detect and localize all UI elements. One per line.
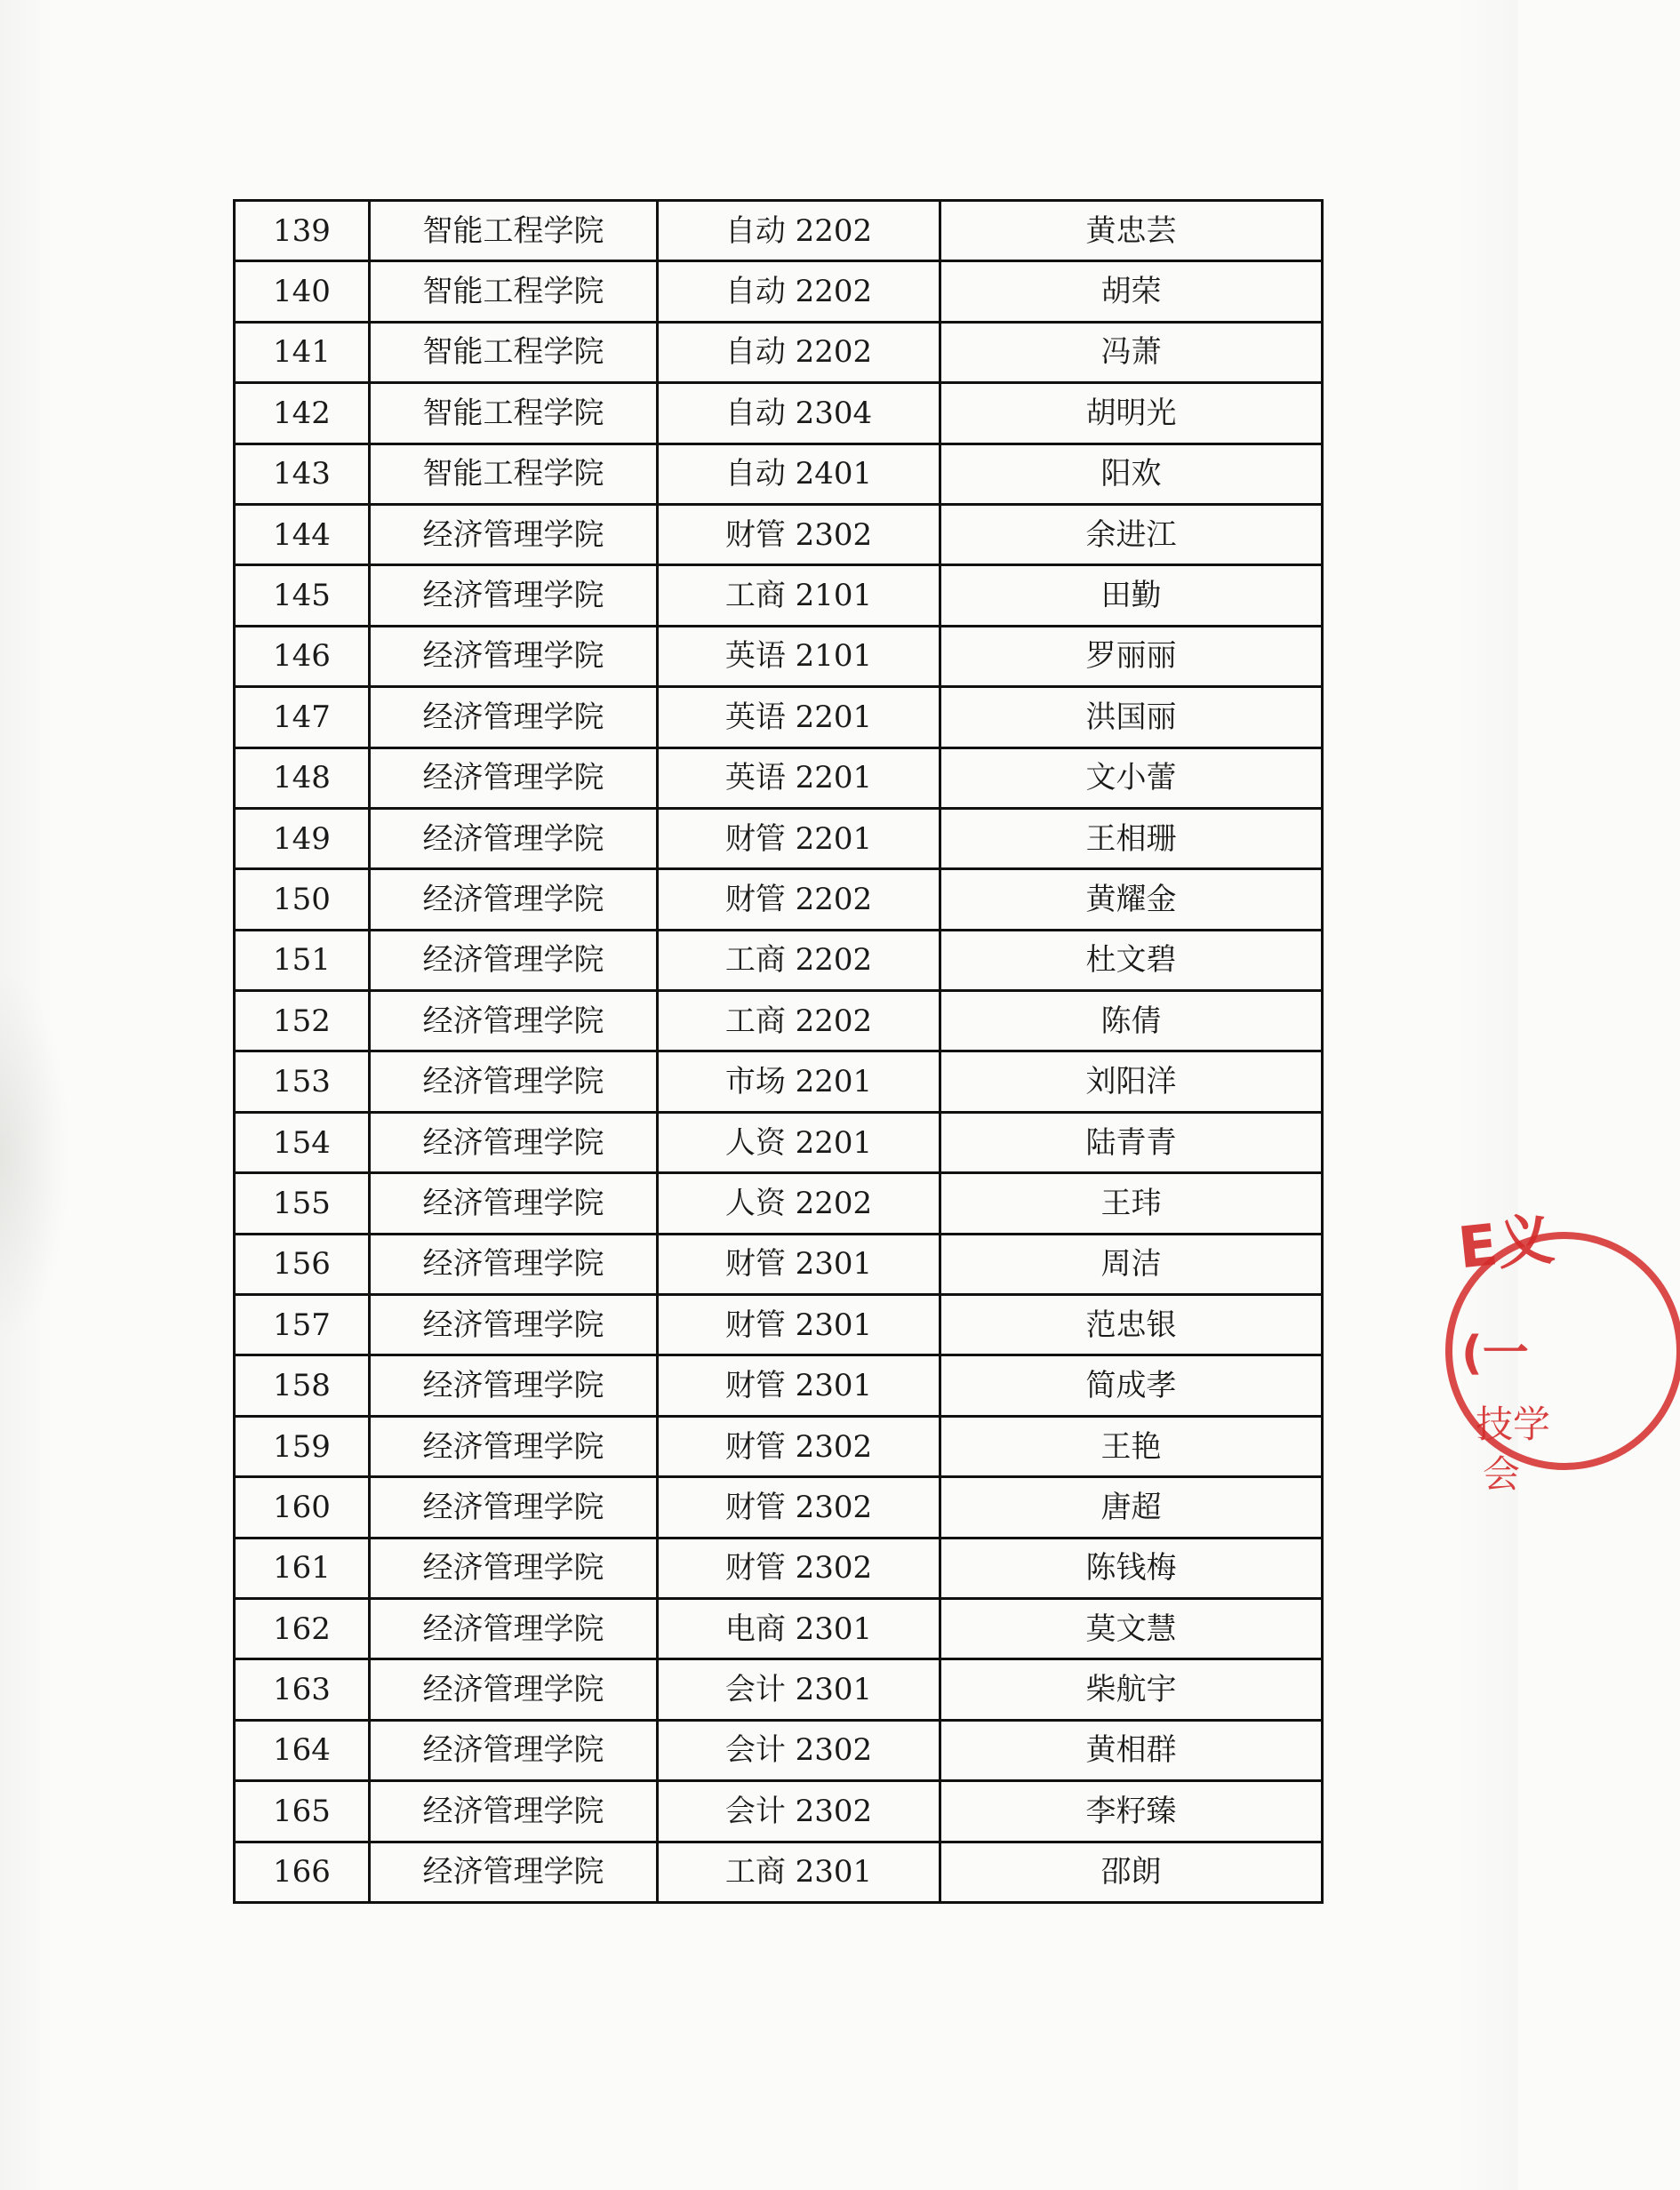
college-cell: 经济管理学院 xyxy=(370,869,658,930)
table-row xyxy=(235,565,1323,626)
table-row xyxy=(235,383,1323,444)
table-row xyxy=(235,1659,1323,1720)
college-cell: 经济管理学院 xyxy=(370,930,658,990)
student-name-cell: 简成孝 xyxy=(940,1355,1323,1416)
college-cell: 智能工程学院 xyxy=(370,383,658,444)
class-cell: 会计 2302 xyxy=(658,1781,940,1842)
class-cell: 英语 2101 xyxy=(658,626,940,686)
college-cell: 经济管理学院 xyxy=(370,1842,658,1902)
student-name-cell: 邵朗 xyxy=(940,1842,1323,1902)
table-row xyxy=(235,1234,1323,1294)
row-number-cell: 166 xyxy=(235,1842,370,1902)
table-row xyxy=(235,1538,1323,1598)
table-row xyxy=(235,747,1323,808)
row-number-cell: 160 xyxy=(235,1477,370,1538)
student-name-cell: 文小蕾 xyxy=(940,747,1323,808)
college-cell: 经济管理学院 xyxy=(370,1355,658,1416)
college-cell: 经济管理学院 xyxy=(370,504,658,564)
student-name-cell: 唐超 xyxy=(940,1477,1323,1538)
student-name-cell: 黄相群 xyxy=(940,1720,1323,1780)
table-row xyxy=(235,930,1323,990)
college-cell: 智能工程学院 xyxy=(370,201,658,261)
college-cell: 经济管理学院 xyxy=(370,747,658,808)
class-cell: 财管 2301 xyxy=(658,1234,940,1294)
row-number-cell: 148 xyxy=(235,747,370,808)
roster-table-body xyxy=(235,201,1323,1903)
row-number-cell: 147 xyxy=(235,687,370,747)
student-name-cell: 胡明光 xyxy=(940,383,1323,444)
row-number-cell: 165 xyxy=(235,1781,370,1842)
row-number-cell: 140 xyxy=(235,261,370,322)
student-name-cell: 冯萧 xyxy=(940,322,1323,382)
paper-smudge xyxy=(0,969,71,1342)
student-name-cell: 田勤 xyxy=(940,565,1323,626)
row-number-cell: 149 xyxy=(235,808,370,868)
class-cell: 财管 2302 xyxy=(658,1416,940,1476)
student-name-cell: 陈钱梅 xyxy=(940,1538,1323,1598)
table-row xyxy=(235,1173,1323,1234)
table-row xyxy=(235,1295,1323,1355)
college-cell: 智能工程学院 xyxy=(370,322,658,382)
class-cell: 财管 2301 xyxy=(658,1295,940,1355)
college-cell: 经济管理学院 xyxy=(370,1051,658,1112)
row-number-cell: 153 xyxy=(235,1051,370,1112)
student-name-cell: 柴航宇 xyxy=(940,1659,1323,1720)
table-row xyxy=(235,1781,1323,1842)
class-cell: 会计 2302 xyxy=(658,1720,940,1780)
row-number-cell: 145 xyxy=(235,565,370,626)
class-cell: 英语 2201 xyxy=(658,747,940,808)
class-cell: 工商 2202 xyxy=(658,991,940,1051)
student-name-cell: 范忠银 xyxy=(940,1295,1323,1355)
row-number-cell: 157 xyxy=(235,1295,370,1355)
class-cell: 财管 2302 xyxy=(658,504,940,564)
row-number-cell: 158 xyxy=(235,1355,370,1416)
red-seal-stamp xyxy=(1431,1182,1557,1520)
college-cell: 经济管理学院 xyxy=(370,1234,658,1294)
seal-text-line3: 技学 xyxy=(1476,1403,1551,1446)
row-number-cell: 164 xyxy=(235,1720,370,1780)
college-cell: 经济管理学院 xyxy=(370,1173,658,1234)
row-number-cell: 154 xyxy=(235,1112,370,1172)
table-row xyxy=(235,991,1323,1051)
roster-table xyxy=(233,199,1324,1904)
student-name-cell: 洪国丽 xyxy=(940,687,1323,747)
table-row xyxy=(235,1477,1323,1538)
row-number-cell: 152 xyxy=(235,991,370,1051)
class-cell: 财管 2201 xyxy=(658,808,940,868)
college-cell: 经济管理学院 xyxy=(370,808,658,868)
table-row xyxy=(235,444,1323,504)
student-name-cell: 余进江 xyxy=(940,504,1323,564)
row-number-cell: 162 xyxy=(235,1598,370,1658)
student-name-cell: 杜文碧 xyxy=(940,930,1323,990)
table-row xyxy=(235,1598,1323,1658)
row-number-cell: 151 xyxy=(235,930,370,990)
table-row xyxy=(235,687,1323,747)
row-number-cell: 161 xyxy=(235,1538,370,1598)
student-name-cell: 周洁 xyxy=(940,1234,1323,1294)
table-row xyxy=(235,1355,1323,1416)
row-number-cell: 155 xyxy=(235,1173,370,1234)
table-row xyxy=(235,626,1323,686)
table-row xyxy=(235,1051,1323,1112)
college-cell: 经济管理学院 xyxy=(370,1416,658,1476)
college-cell: 经济管理学院 xyxy=(370,626,658,686)
class-cell: 人资 2201 xyxy=(658,1112,940,1172)
student-name-cell: 胡荣 xyxy=(940,261,1323,322)
table-row xyxy=(235,1842,1323,1902)
student-name-cell: 陈倩 xyxy=(940,991,1323,1051)
student-name-cell: 罗丽丽 xyxy=(940,626,1323,686)
college-cell: 经济管理学院 xyxy=(370,1538,658,1598)
table-row xyxy=(235,1720,1323,1780)
table-row xyxy=(235,1112,1323,1172)
row-number-cell: 141 xyxy=(235,322,370,382)
class-cell: 财管 2302 xyxy=(658,1538,940,1598)
row-number-cell: 150 xyxy=(235,869,370,930)
class-cell: 工商 2301 xyxy=(658,1842,940,1902)
class-cell: 自动 2202 xyxy=(658,261,940,322)
class-cell: 工商 2202 xyxy=(658,930,940,990)
college-cell: 经济管理学院 xyxy=(370,991,658,1051)
college-cell: 经济管理学院 xyxy=(370,1477,658,1538)
student-name-cell: 李籽臻 xyxy=(940,1781,1323,1842)
table-row xyxy=(235,808,1323,868)
class-cell: 市场 2201 xyxy=(658,1051,940,1112)
college-cell: 智能工程学院 xyxy=(370,261,658,322)
seal-text-line2: (一 xyxy=(1461,1327,1529,1380)
college-cell: 经济管理学院 xyxy=(370,687,658,747)
college-cell: 经济管理学院 xyxy=(370,1598,658,1658)
student-name-cell: 刘阳洋 xyxy=(940,1051,1323,1112)
student-name-cell: 阳欢 xyxy=(940,444,1323,504)
class-cell: 自动 2304 xyxy=(658,383,940,444)
college-cell: 经济管理学院 xyxy=(370,1295,658,1355)
class-cell: 财管 2202 xyxy=(658,869,940,930)
student-name-cell: 黄耀金 xyxy=(940,869,1323,930)
class-cell: 自动 2202 xyxy=(658,201,940,261)
seal-text-line1: E义 xyxy=(1455,1206,1557,1283)
class-cell: 电商 2301 xyxy=(658,1598,940,1658)
class-cell: 英语 2201 xyxy=(658,687,940,747)
table-row xyxy=(235,1416,1323,1476)
row-number-cell: 139 xyxy=(235,201,370,261)
student-name-cell: 王艳 xyxy=(940,1416,1323,1476)
row-number-cell: 143 xyxy=(235,444,370,504)
seal-text-line4: 会 xyxy=(1483,1452,1521,1496)
student-name-cell: 王玮 xyxy=(940,1173,1323,1234)
row-number-cell: 156 xyxy=(235,1234,370,1294)
class-cell: 自动 2202 xyxy=(658,322,940,382)
class-cell: 财管 2302 xyxy=(658,1477,940,1538)
table-row xyxy=(235,869,1323,930)
class-cell: 自动 2401 xyxy=(658,444,940,504)
table-row xyxy=(235,261,1323,322)
class-cell: 人资 2202 xyxy=(658,1173,940,1234)
row-number-cell: 142 xyxy=(235,383,370,444)
college-cell: 智能工程学院 xyxy=(370,444,658,504)
student-name-cell: 莫文慧 xyxy=(940,1598,1323,1658)
college-cell: 经济管理学院 xyxy=(370,1781,658,1842)
college-cell: 经济管理学院 xyxy=(370,565,658,626)
table-row xyxy=(235,322,1323,382)
class-cell: 工商 2101 xyxy=(658,565,940,626)
college-cell: 经济管理学院 xyxy=(370,1112,658,1172)
college-cell: 经济管理学院 xyxy=(370,1720,658,1780)
row-number-cell: 146 xyxy=(235,626,370,686)
college-cell: 经济管理学院 xyxy=(370,1659,658,1720)
student-name-cell: 陆青青 xyxy=(940,1112,1323,1172)
row-number-cell: 159 xyxy=(235,1416,370,1476)
student-name-cell: 黄忠芸 xyxy=(940,201,1323,261)
row-number-cell: 144 xyxy=(235,504,370,564)
student-name-cell: 王相珊 xyxy=(940,808,1323,868)
class-cell: 财管 2301 xyxy=(658,1355,940,1416)
class-cell: 会计 2301 xyxy=(658,1659,940,1720)
table-row xyxy=(235,504,1323,564)
row-number-cell: 163 xyxy=(235,1659,370,1720)
table-row xyxy=(235,201,1323,261)
